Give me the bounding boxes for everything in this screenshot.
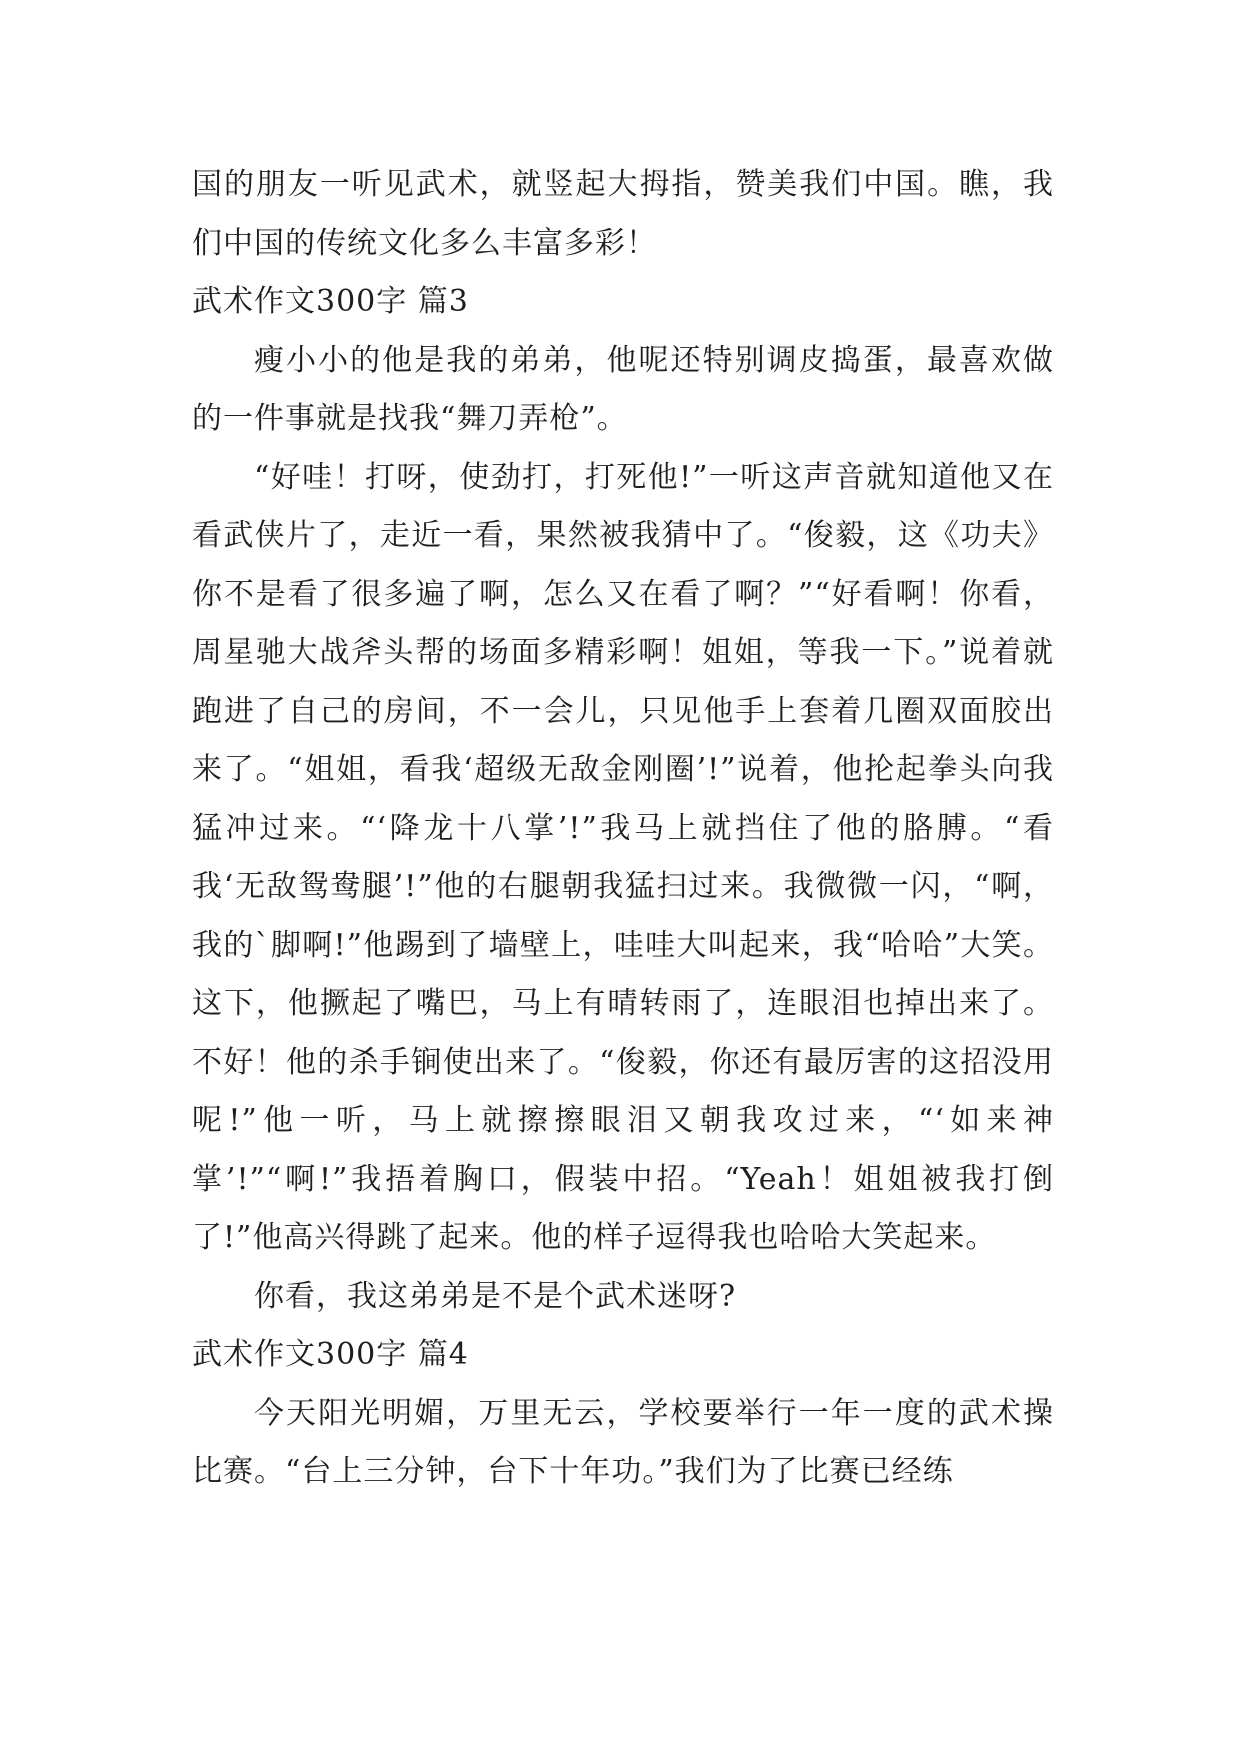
paragraph-opening: 今天阳光明媚，万里无云，学校要举行一年一度的武术操比赛。“台上三分钟，台下十年功。”我们为了比赛已经练	[192, 1395, 1054, 1489]
paragraph-story: “好哇！打呀，使劲打，打死他!”一听这声音就知道他又在看武侠片了，走近一看，果然被我猜中了。“俊毅，这《功夫》你不是看了很多遍了啊，怎么又在看了啊？”“好看啊！你看，周星驰大战斧头帮的场面多精彩啊！姐姐，等我一下。”说着就跑进了自己的房间，不一会儿，只见他手上套着几圈双面胶出来了。“姐姐，看我‘超级无敌金刚圈’!”说着，他抡起拳头向我猛冲过来。“‘降龙十八掌’!”我马上就挡住了他的胳膊。“看我‘无敌鸳鸯腿’!”他的右腿朝我猛扫过来。我微微一闪，“啊，我的`脚啊!”他踢到了墙壁上，哇哇大叫起来，我“哈哈”大笑。这下，他撅起了嘴巴，马上有晴转雨了，连眼泪也掉出来了。不好！他的杀手锏使出来了。“俊毅，你还有最厉害的这招没用呢!”他一听，马上就擦擦眼泪又朝我攻过来，“‘如来神掌’!”“啊!”我捂着胸口，假装中招。“Yeah！姐姐被我打倒了!”他高兴得跳了起来。他的样子逗得我也哈哈大笑起来。	[192, 459, 1054, 1255]
paragraph-conclusion: 你看，我这弟弟是不是个武术迷呀?	[254, 1278, 737, 1314]
section-heading-4: 武术作文300字 篇4	[192, 1337, 469, 1372]
paragraph-continued: 国的朋友一听见武术，就竖起大拇指，赞美我们中国。瞧，我们中国的传统文化多么丰富多彩！	[192, 167, 1054, 261]
document-body	[192, 156, 1054, 1502]
section-heading-3: 武术作文300字 篇3	[192, 284, 469, 319]
paragraph-intro: 瘦小小的他是我的弟弟，他呢还特别调皮捣蛋，最喜欢做的一件事就是找我“舞刀弄枪”。	[192, 342, 1054, 436]
